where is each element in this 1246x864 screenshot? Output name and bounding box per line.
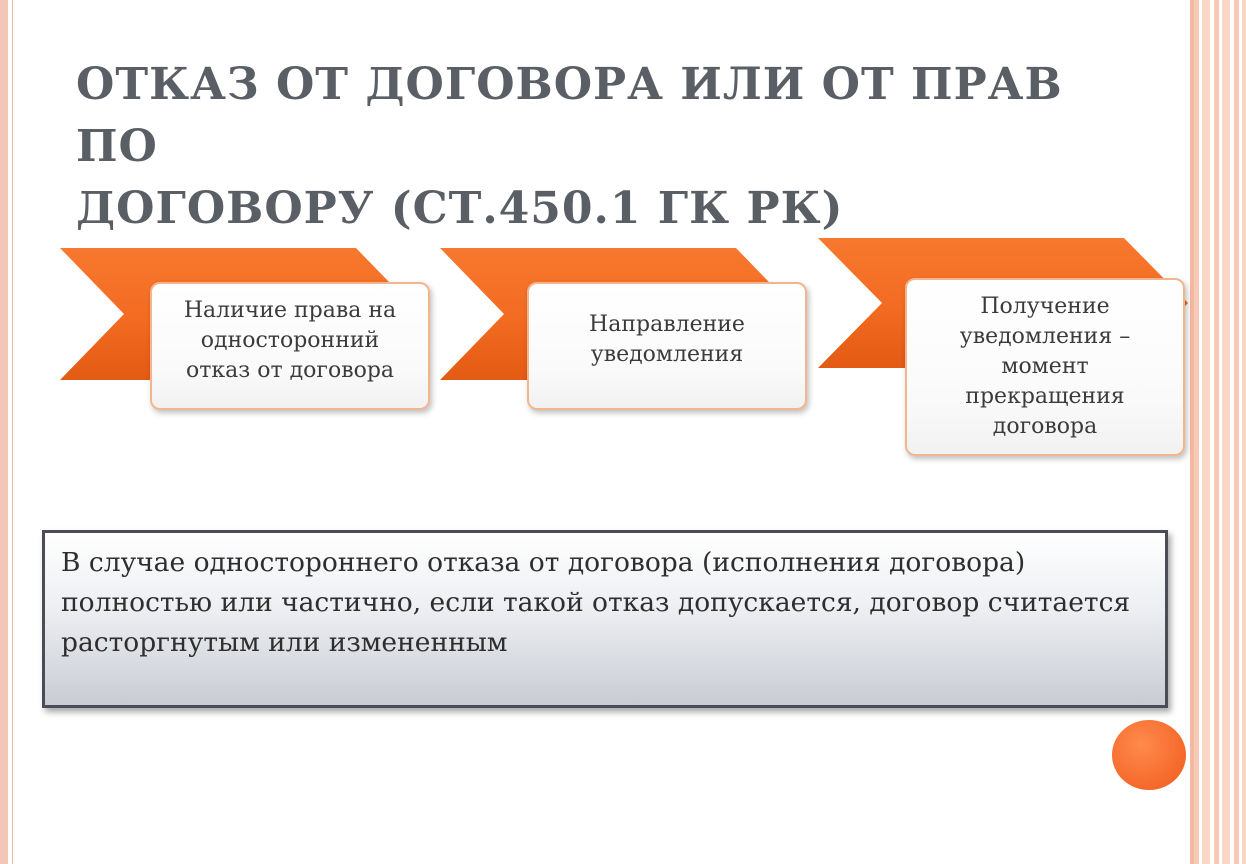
note-text: В случае одностороннего отказа от договора (исполнения договора) полностью или частично, если такой отказ допускается, договор считается расторгнутым или измененным [61, 547, 1131, 658]
orange-circle-decoration [1112, 720, 1186, 790]
title-line-2: ДОГОВОРУ (СТ.450.1 ГК РК) [76, 183, 844, 234]
title-line-1: ОТКАЗ ОТ ДОГОВОРА ИЛИ ОТ ПРАВ ПО [76, 59, 1063, 172]
left-border-line [12, 0, 13, 864]
step-label-2: Направление уведомления [589, 312, 745, 367]
left-border [0, 0, 8, 864]
step-box-1 [150, 282, 430, 410]
right-decorative-stripes [1190, 0, 1246, 864]
slide-title [76, 54, 1076, 240]
note-box [42, 530, 1168, 708]
step-label-3: Получение уведомления – момент прекращения договора [959, 294, 1131, 439]
step-label-1: Наличие права на односторонний отказ от договора [183, 298, 397, 383]
step-box-2 [527, 282, 807, 410]
step-box-3 [905, 278, 1185, 456]
